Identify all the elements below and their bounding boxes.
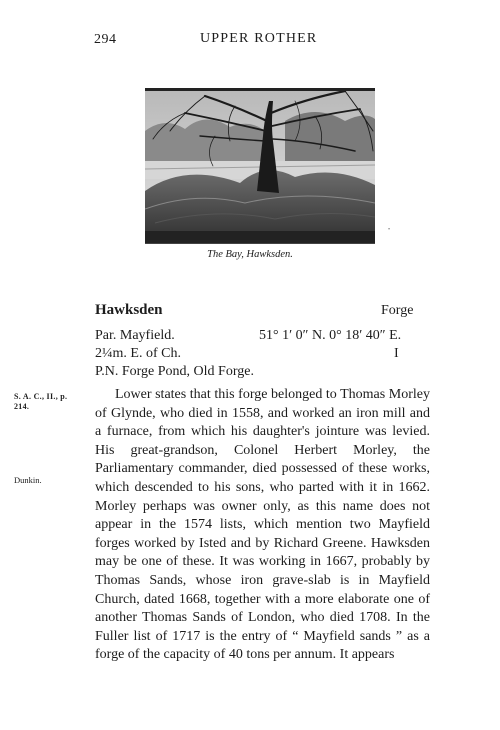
parish-line: Par. Mayfield. — [95, 328, 175, 343]
place-names-line: P.N. Forge Pond, Old Forge. — [95, 364, 254, 379]
running-title: UPPER ROTHER — [200, 31, 318, 46]
distance-line: 2¼m. E. of Ch. — [95, 346, 181, 361]
body-paragraph — [95, 386, 430, 665]
entry-type: Forge — [381, 303, 414, 318]
marginal-note: S. A. C., II., p. 214. — [14, 392, 68, 411]
marginal-note: Dunkin. — [14, 475, 42, 485]
paragraph-text: Lower states that this forge belonged to Thomas Morley of Glynde, who died in 1558, and worked an iron mill and a furnace, from which his daughter's jointure was levied. His great-grandson, Colonel Herbert Morley, the Parliamentary commander, died possessed of these works, which descended to his sons, who parted with it in 1662. Morley perhaps was owner only, as this name does not appear in the 1574 lists, which mention two Mayfield forges worked by Isted and by Richard Greene. Hawksden may be one of these. It was working in 1667, probably by Thomas Sands, whose iron grave-slab is in Mayfield Church, dated 1668, together with a more elaborate one of another Thomas Sands of London, who died 1708. In the Fuller list of 1717 is the entry of “ Mayfield sands ” as a forge of the capacity of 40 tons per annum. It appears — [95, 387, 430, 663]
stray-mark: • — [388, 227, 391, 233]
figure-caption: The Bay, Hawksden. — [207, 249, 293, 260]
entry-heading: Hawksden — [95, 302, 163, 318]
coordinates-line: 51° 1′ 0″ N. 0° 18′ 40″ E. — [259, 328, 402, 343]
page-number: 294 — [94, 32, 117, 47]
map-reference: I — [394, 346, 399, 361]
photograph-the-bay — [145, 88, 375, 244]
